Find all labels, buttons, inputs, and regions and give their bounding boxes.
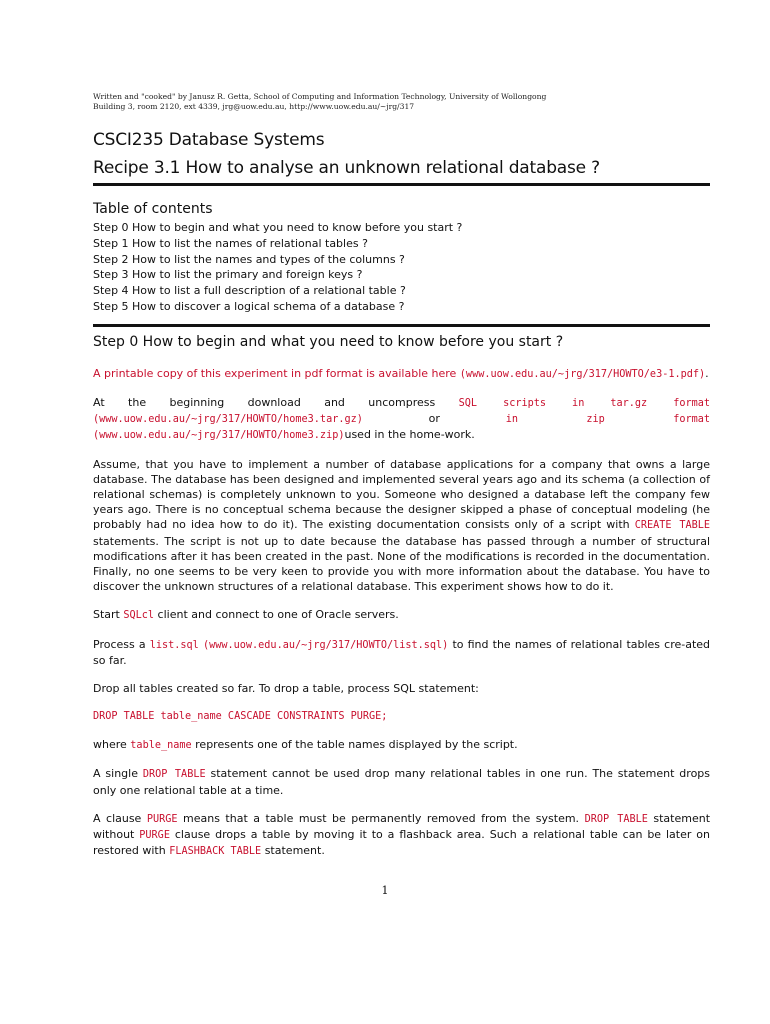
toc-item-step-1[interactable]: Step 1 How to list the names of relational tables ? [93,236,368,250]
text-span: Assume, that you have to implement a number of database applications for a company that owns a large database. The database has been designed and implemented several years ago and its schema (a collection of relational schemas) is completely unknown to you. Someone who designed a database left the company few years ago. There is no conceptual schema because the designer skipped a phase of conceptual modeling (he probably had no idea how to do it). The existing documentation consists only of a script with [93,457,710,532]
paragraph-start-sqlcl [93,607,710,623]
text-span: used in the home-work. [344,428,475,442]
paragraph-printable-copy [93,366,710,382]
paragraph-process-list [93,637,710,668]
code-table-name: table_name [130,740,192,752]
text-span: statement. [264,844,325,858]
zip-link[interactable]: in zip format [505,414,710,426]
pdf-link[interactable]: A printable copy of this experiment in pdf format is available here [93,366,457,380]
text-span: means that a table must be permanently removed from the system. [183,811,580,825]
course-title: CSCI235 Database Systems [93,130,325,150]
text-span: to find the names of relational tables cre-ated so far. [93,637,711,667]
period: . [705,366,709,380]
table-of-contents [93,220,710,315]
header-line-1: Written and "cooked" by Janusz R. Getta, School of Computing and Information Technology, University of Wollongong [93,92,547,101]
toc-item-step-2[interactable]: Step 2 How to list the names and types of the columns ? [93,252,405,266]
zip-url[interactable]: (www.uow.edu.au/~jrg/317/HOWTO/home3.zip) [93,430,345,442]
text-span: where [93,738,127,752]
code-purge: PURGE [146,813,178,825]
toc-item-step-4[interactable]: Step 4 How to list a full description of a relational table ? [93,284,406,298]
code-sqlcl: SQLcl [123,610,155,622]
code-create-table: CREATE TABLE [634,520,710,532]
pdf-url[interactable]: (www.uow.edu.au/~jrg/317/HOWTO/e3-1.pdf) [459,368,706,380]
section-rule [93,324,710,327]
toc-item-step-3[interactable]: Step 3 How to list the primary and foreign keys ? [93,268,363,282]
toc-item-step-5[interactable]: Step 5 How to discover a logical schema of a database ? [93,299,405,313]
paragraph-download [93,395,710,444]
paragraph-drop-tables: Drop all tables created so far. To drop a table, process SQL statement: [93,682,479,696]
code-drop-table: DROP TABLE [142,769,206,781]
code-drop-table-statement: DROP TABLE table_name CASCADE CONSTRAINTS PURGE; [93,711,388,723]
header-line-2: Building 3, room 2120, ext 4339, jrg@uow.edu.au, http://www.uow.edu.au/~jrg/317 [93,101,415,111]
text-span: A single [93,767,138,781]
document-page [93,92,710,859]
paragraph-where [93,737,710,753]
toc-heading: Table of contents [93,201,213,217]
text-span: client and connect to one of Oracle servers. [157,608,399,622]
text-span: Start [93,608,120,622]
text-span: A clause [93,811,142,825]
text-span: represents one of the table names displayed by the script. [195,738,518,752]
header-note [93,92,710,111]
text-span: Process a [93,637,146,651]
code-purge: PURGE [139,830,170,842]
text-span: statements. The script is not up to date because the database has passed through a number of structural modifications after it has been created in the past. None of the modifications is recorded in the documentation. Finally, no one seems to be very keen to provide you with more information about the database. You have to discover the unknown structures of a relational database. This experiment shows how to do it. [93,534,710,594]
toc-item-step-0[interactable]: Step 0 How to begin and what you need to know before you start ? [93,221,463,234]
recipe-title: Recipe 3.1 How to analyse an unknown relational database ? [93,158,600,178]
paragraph-purge-clause [93,811,710,860]
list-sql-link[interactable]: list.sql [149,639,199,651]
code-flashback-table: FLASHBACK TABLE [169,846,262,858]
text-span: clause drops a table by moving it to a flashback area. Such a relational table can be later on restored with [93,828,711,858]
section-heading-step-0: Step 0 How to begin and what you need to know before you start ? [93,333,564,350]
text-span: statement without [93,811,711,842]
text-span: At the beginning download and uncompress [93,395,436,409]
code-drop-table: DROP TABLE [584,813,648,825]
paragraph-single-drop [93,766,710,797]
text-span: statement cannot be used drop many relational tables in one run. The statement drops only one relational table at a time. [93,767,711,797]
text-span: or [428,412,440,426]
tar-gz-url[interactable]: (www.uow.edu.au/~jrg/317/HOWTO/home3.tar.gz) [93,414,363,426]
tar-gz-link[interactable]: SQL scripts in tar.gz format [458,397,710,409]
paragraph-assume [93,457,710,595]
page-number: 1 [381,884,389,897]
list-sql-url[interactable]: (www.uow.edu.au/~jrg/317/HOWTO/list.sql) [202,639,449,651]
title-rule [93,183,710,186]
